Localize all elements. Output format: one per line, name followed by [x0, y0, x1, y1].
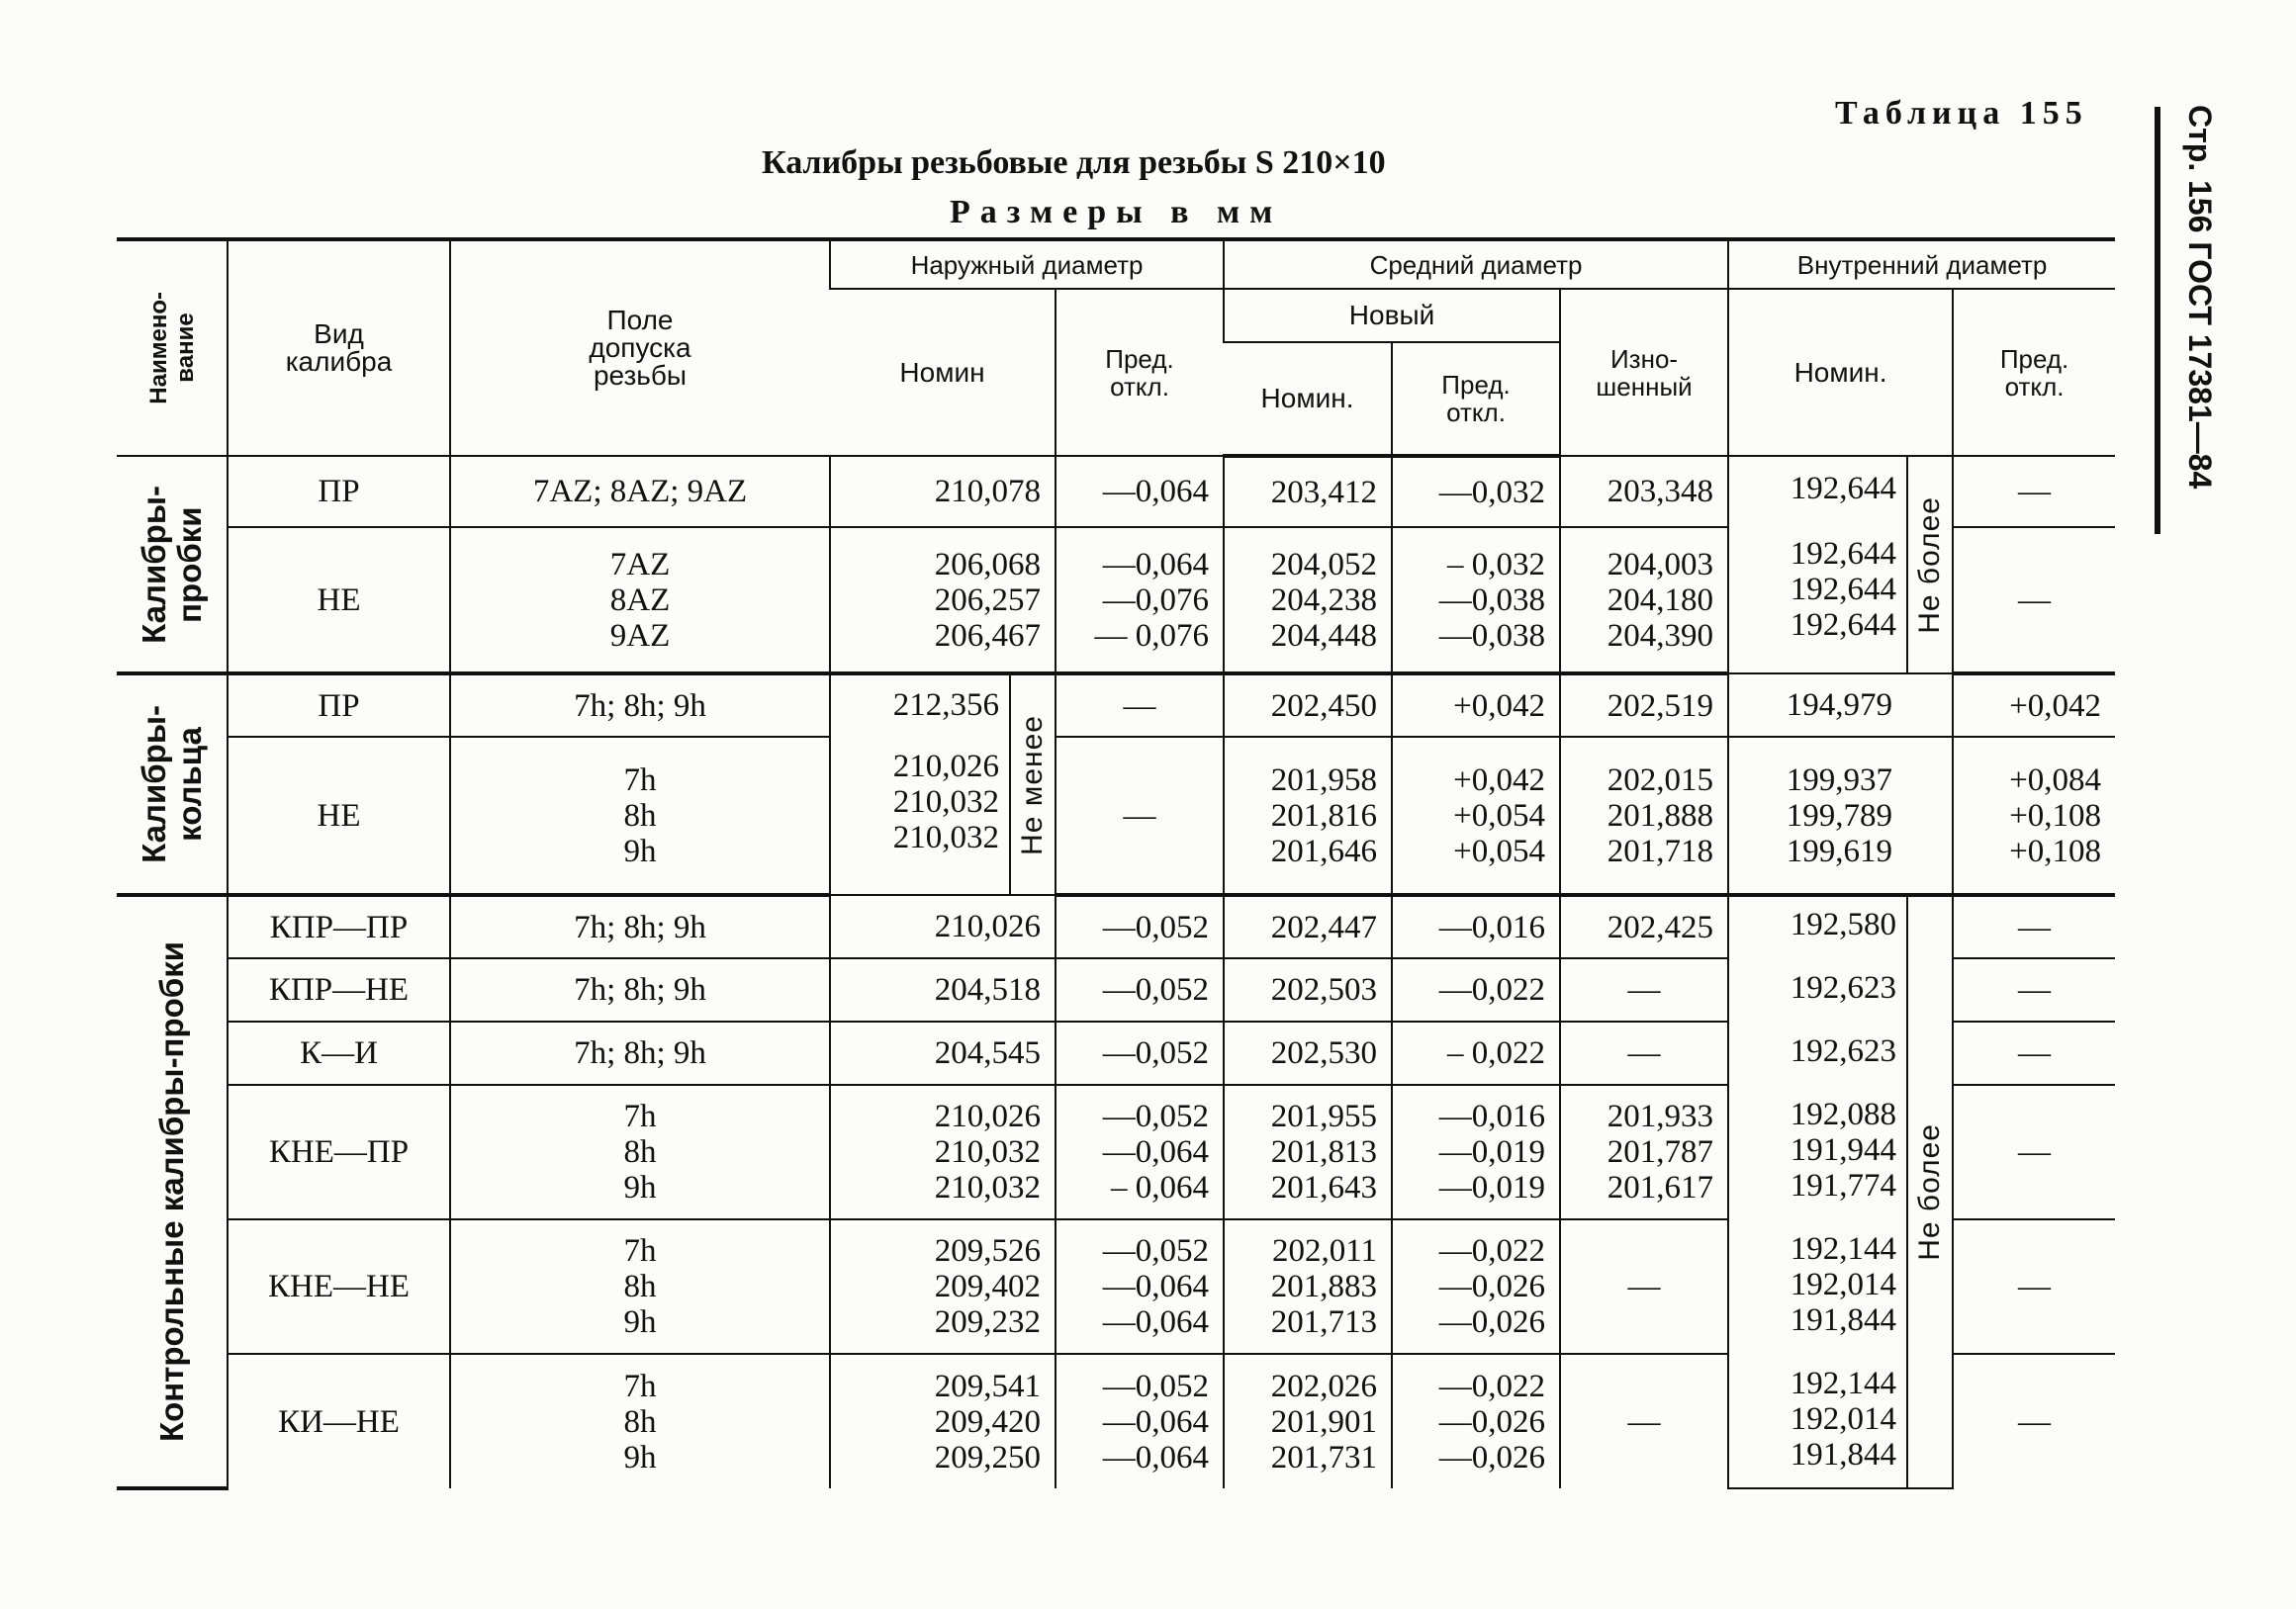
cell-middle-worn: 202,425	[1560, 895, 1728, 958]
group-ring-gauges: Калибры- кольца	[117, 673, 228, 895]
cell-type: КИ—НЕ	[228, 1354, 450, 1488]
header-middle-diameter: Средний диаметр	[1224, 239, 1728, 289]
cell-outer-nominal: 204,518	[830, 958, 1056, 1022]
header-middle-worn: Изно- шенный	[1560, 289, 1728, 456]
cell-middle-deviation: +0,042 +0,054 +0,054	[1392, 737, 1560, 895]
cell-middle-nominal: 203,412	[1224, 456, 1392, 527]
cell-type: КПР—НЕ	[228, 958, 450, 1022]
cell-inner-deviation: —	[1953, 1219, 2115, 1354]
header-middle-new: Новый	[1224, 289, 1560, 342]
header-outer-nominal: Номин	[830, 289, 1056, 456]
table-row	[117, 895, 2115, 958]
header-middle-new-nominal: Номин.	[1224, 342, 1392, 456]
cell-inner-nominal: 192,144 192,014 191,844	[1790, 1231, 1897, 1338]
cell-inner-nominal: 199,937 199,789 199,619	[1728, 737, 1953, 895]
cell-tolerance: 7AZ; 8AZ; 9AZ	[450, 456, 830, 527]
running-header	[2176, 105, 2220, 540]
cell-middle-nominal: 204,052 204,238 204,448	[1224, 527, 1392, 673]
cell-middle-worn: 202,015 201,888 201,718	[1560, 737, 1728, 895]
header-middle-new-deviation: Пред. откл.	[1392, 342, 1560, 456]
cell-outer-nominal: 209,541 209,420 209,250	[830, 1354, 1056, 1488]
cell-middle-nominal: 201,955 201,813 201,643	[1224, 1085, 1392, 1219]
cell-outer-deviation: —	[1056, 673, 1224, 737]
table-row	[117, 737, 2115, 895]
cell-middle-deviation: —0,022 —0,026 —0,026	[1392, 1219, 1560, 1354]
cell-inner-nominal-group	[1728, 456, 1953, 673]
cell-middle-nominal: 202,011 201,883 201,713	[1224, 1219, 1392, 1354]
cell-type: КНЕ—НЕ	[228, 1219, 450, 1354]
note-not-more: Не более	[1906, 457, 1952, 672]
cell-outer-nominal: 212,356	[892, 687, 999, 723]
cell-outer-deviation: —	[1056, 737, 1224, 895]
header-inner-deviation: Пред. откл.	[1953, 289, 2115, 456]
cell-type: КПР—ПР	[228, 895, 450, 958]
cell-outer-nominal: 209,526 209,402 209,232	[830, 1219, 1056, 1354]
cell-middle-nominal: 202,503	[1224, 958, 1392, 1022]
cell-inner-nominal: 192,144 192,014 191,844	[1790, 1366, 1897, 1473]
cell-tolerance: 7AZ 8AZ 9AZ	[450, 527, 830, 673]
cell-middle-nominal: 201,958 201,816 201,646	[1224, 737, 1392, 895]
cell-tolerance: 7h 8h 9h	[450, 1085, 830, 1219]
cell-inner-deviation: —	[1953, 958, 2115, 1022]
cell-inner-deviation: —	[1953, 895, 2115, 958]
cell-inner-nominal: 194,979	[1728, 673, 1953, 737]
cell-inner-deviation: +0,042	[1953, 673, 2115, 737]
cell-inner-deviation: —	[1953, 1085, 2115, 1219]
cell-outer-nominal: 210,026 210,032 210,032	[892, 749, 999, 855]
cell-middle-deviation: +0,042	[1392, 673, 1560, 737]
cell-inner-deviation: —	[1953, 456, 2115, 527]
cell-tolerance: 7h; 8h; 9h	[450, 1022, 830, 1085]
cell-outer-nominal-group	[830, 673, 1056, 895]
cell-outer-nominal: 210,026 210,032 210,032	[830, 1085, 1056, 1219]
cell-outer-deviation: —0,052 —0,064 —0,064	[1056, 1354, 1224, 1488]
cell-inner-deviation: +0,084 +0,108 +0,108	[1953, 737, 2115, 895]
side-rule	[2155, 107, 2160, 534]
cell-middle-nominal: 202,450	[1224, 673, 1392, 737]
cell-inner-nominal: 192,580	[1790, 907, 1897, 942]
cell-inner-nominal: 192,644 192,644 192,644	[1790, 536, 1897, 643]
cell-type: ПР	[228, 456, 450, 527]
cell-type: ПР	[228, 673, 450, 737]
cell-type: НЕ	[228, 737, 450, 895]
table-title: Калибры резьбовые для резьбы S 210×10	[762, 144, 1386, 181]
cell-inner-nominal: 192,644	[1790, 471, 1897, 506]
cell-type: НЕ	[228, 527, 450, 673]
cell-outer-deviation: —0,052	[1056, 1022, 1224, 1085]
cell-middle-worn: —	[1560, 1219, 1728, 1354]
cell-inner-deviation: —	[1953, 1022, 2115, 1085]
cell-inner-deviation: —	[1953, 527, 2115, 673]
cell-outer-deviation: —0,052	[1056, 895, 1224, 958]
cell-inner-nominal: 192,088 191,944 191,774	[1790, 1097, 1897, 1204]
cell-tolerance: 7h; 8h; 9h	[450, 673, 830, 737]
cell-middle-deviation: – 0,032 —0,038 —0,038	[1392, 527, 1560, 673]
header-outer-deviation: Пред. откл.	[1056, 289, 1224, 456]
table-row	[117, 673, 2115, 737]
group-plug-gauges: Калибры- пробки	[117, 456, 228, 673]
cell-type: К—И	[228, 1022, 450, 1085]
cell-tolerance: 7h 8h 9h	[450, 737, 830, 895]
cell-middle-deviation: —0,016 —0,019 —0,019	[1392, 1085, 1560, 1219]
group-control-plug-gauges: Контрольные калибры-пробки	[117, 895, 228, 1488]
cell-type: КНЕ—ПР	[228, 1085, 450, 1219]
cell-outer-nominal: 204,545	[830, 1022, 1056, 1085]
cell-inner-nominal: 192,623	[1790, 970, 1897, 1006]
cell-middle-deviation: —0,022 —0,026 —0,026	[1392, 1354, 1560, 1488]
note-not-more: Не более	[1906, 897, 1952, 1487]
header-tolerance-field: Поле допуска резьбы	[450, 239, 830, 456]
running-header-text: Стр. 156 ГОСТ 17381—84	[2182, 105, 2218, 490]
cell-middle-deviation: —0,022	[1392, 958, 1560, 1022]
cell-middle-worn: —	[1560, 958, 1728, 1022]
cell-middle-worn: —	[1560, 1022, 1728, 1085]
cell-middle-worn: 201,933 201,787 201,617	[1560, 1085, 1728, 1219]
header-gauge-type: Вид калибра	[228, 239, 450, 456]
note-not-less: Не менее	[1009, 675, 1055, 894]
cell-tolerance: 7h; 8h; 9h	[450, 958, 830, 1022]
cell-middle-worn: 202,519	[1560, 673, 1728, 737]
cell-middle-worn: 203,348	[1560, 456, 1728, 527]
cell-outer-deviation: —0,052 —0,064 – 0,064	[1056, 1085, 1224, 1219]
cell-outer-nominal: 210,026	[830, 895, 1056, 958]
header-outer-diameter: Наружный диаметр	[830, 239, 1224, 289]
cell-tolerance: 7h 8h 9h	[450, 1219, 830, 1354]
cell-outer-deviation: —0,064 —0,076 — 0,076	[1056, 527, 1224, 673]
cell-middle-nominal: 202,447	[1224, 895, 1392, 958]
cell-middle-worn: —	[1560, 1354, 1728, 1488]
cell-middle-worn: 204,003 204,180 204,390	[1560, 527, 1728, 673]
cell-outer-deviation: —0,052	[1056, 958, 1224, 1022]
cell-middle-deviation: —0,016	[1392, 895, 1560, 958]
header-name: Наимено- вание	[117, 239, 228, 456]
cell-inner-deviation: —	[1953, 1354, 2115, 1488]
table-number: Таблица 155	[1835, 95, 2088, 132]
cell-inner-nominal-group	[1728, 895, 1953, 1488]
table-units: Размеры в мм	[950, 194, 1283, 230]
cell-tolerance: 7h; 8h; 9h	[450, 895, 830, 958]
table-row	[117, 456, 2115, 527]
cell-outer-nominal: 210,078	[830, 456, 1056, 527]
cell-middle-deviation: —0,032	[1392, 456, 1560, 527]
cell-inner-nominal: 192,623	[1790, 1033, 1897, 1069]
header-inner-diameter: Внутренний диаметр	[1728, 239, 2115, 289]
cell-outer-nominal: 206,068 206,257 206,467	[830, 527, 1056, 673]
cell-outer-deviation: —0,064	[1056, 456, 1224, 527]
cell-middle-nominal: 202,026 201,901 201,731	[1224, 1354, 1392, 1488]
cell-tolerance: 7h 8h 9h	[450, 1354, 830, 1488]
cell-middle-nominal: 202,530	[1224, 1022, 1392, 1085]
gauge-dimensions-table	[117, 237, 2115, 1490]
cell-outer-deviation: —0,052 —0,064 —0,064	[1056, 1219, 1224, 1354]
cell-middle-deviation: – 0,022	[1392, 1022, 1560, 1085]
header-inner-nominal: Номин.	[1728, 289, 1953, 456]
